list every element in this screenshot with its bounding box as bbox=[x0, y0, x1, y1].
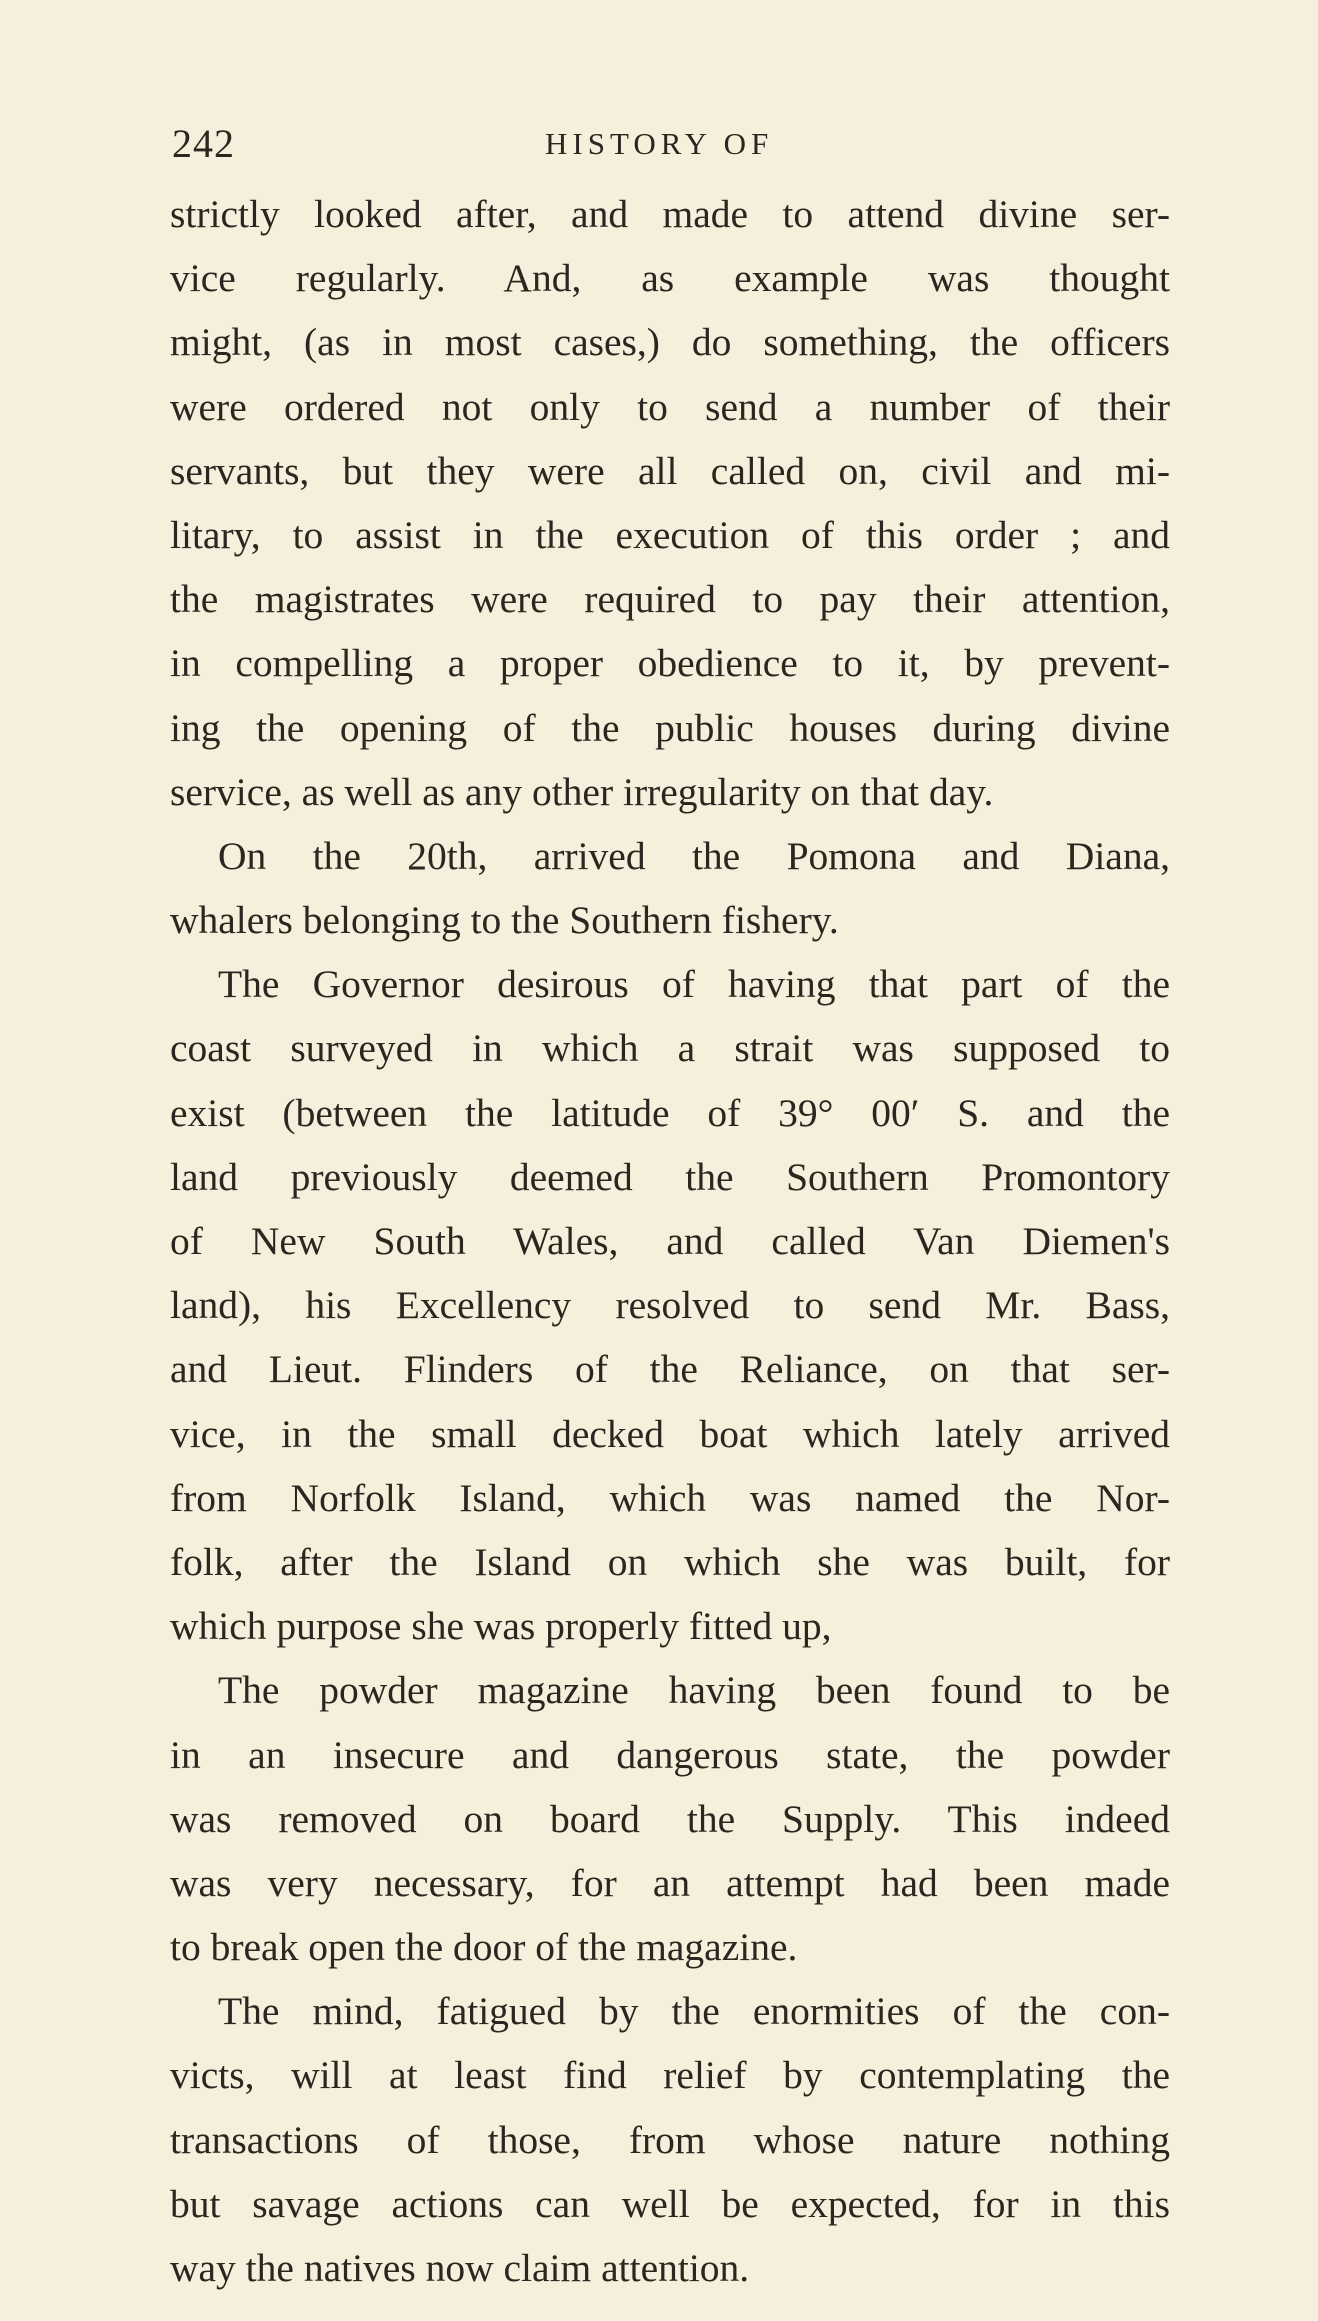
text-line: which purpose she was properly fitted up, bbox=[170, 1604, 832, 1649]
text-line: were ordered not only to send a number of their bbox=[170, 384, 1170, 429]
text-line: strictly looked after, and made to attend divine ser- bbox=[170, 192, 1170, 236]
page-header bbox=[170, 120, 1170, 168]
text-line: transactions of those, from whose nature nothing bbox=[170, 2117, 1170, 2162]
text-line: whalers belonging to the Southern fishery. bbox=[170, 898, 839, 943]
text-line: vice, in the small decked boat which lately arrived bbox=[170, 1411, 1170, 1456]
text-line: from Norfolk Island, which was named the Nor- bbox=[170, 1475, 1170, 1520]
body-text bbox=[170, 182, 1170, 2300]
text-line: in an insecure and dangerous state, the powder bbox=[170, 1732, 1170, 1777]
text-line: was removed on board the Supply. This indeed bbox=[170, 1796, 1170, 1841]
text-line: and Lieut. Flinders of the Reliance, on that ser- bbox=[170, 1347, 1170, 1392]
text-line: The powder magazine having been found to be bbox=[218, 1668, 1170, 1713]
text-line: coast surveyed in which a strait was supposed to bbox=[170, 1026, 1170, 1071]
text-line: service, as well as any other irregularity on that day. bbox=[170, 769, 994, 814]
running-title: HISTORY OF bbox=[545, 126, 774, 161]
text-line: The Governor desirous of having that part of the bbox=[218, 962, 1170, 1007]
text-line: litary, to assist in the execution of this order ; and bbox=[170, 512, 1170, 557]
text-line: the magistrates were required to pay their attention, bbox=[170, 577, 1170, 622]
text-line: in compelling a proper obedience to it, by prevent- bbox=[170, 641, 1170, 686]
text-line: folk, after the Island on which she was built, for bbox=[170, 1539, 1170, 1584]
text-line: but savage actions can well be expected, for in this bbox=[170, 2181, 1170, 2226]
text-line: ing the opening of the public houses during divine bbox=[170, 705, 1170, 750]
text-line: was very necessary, for an attempt had been made bbox=[170, 1860, 1170, 1905]
text-line: way the natives now claim attention. bbox=[170, 2246, 750, 2290]
text-line: to break open the door of the magazine. bbox=[170, 1925, 798, 1970]
text-line: servants, but they were all called on, civil and mi- bbox=[170, 448, 1170, 493]
text-line: The mind, fatigued by the enormities of the con- bbox=[218, 1989, 1170, 2034]
text-line: victs, will at least find relief by contemplating the bbox=[170, 2053, 1170, 2098]
text-line: exist (between the latitude of 39° 00′ S. and the bbox=[170, 1090, 1170, 1135]
page-number: 242 bbox=[172, 121, 235, 166]
text-line: On the 20th, arrived the Pomona and Diana, bbox=[218, 833, 1170, 878]
text-line: of New South Wales, and called Van Diemen's bbox=[170, 1219, 1170, 1263]
text-line: vice regularly. And, as example was thought bbox=[170, 256, 1170, 301]
text-line: might, (as in most cases,) do something, the officers bbox=[170, 320, 1170, 365]
text-line: land previously deemed the Southern Promontory bbox=[170, 1154, 1170, 1199]
text-line: land), his Excellency resolved to send Mr. Bass, bbox=[170, 1283, 1170, 1328]
